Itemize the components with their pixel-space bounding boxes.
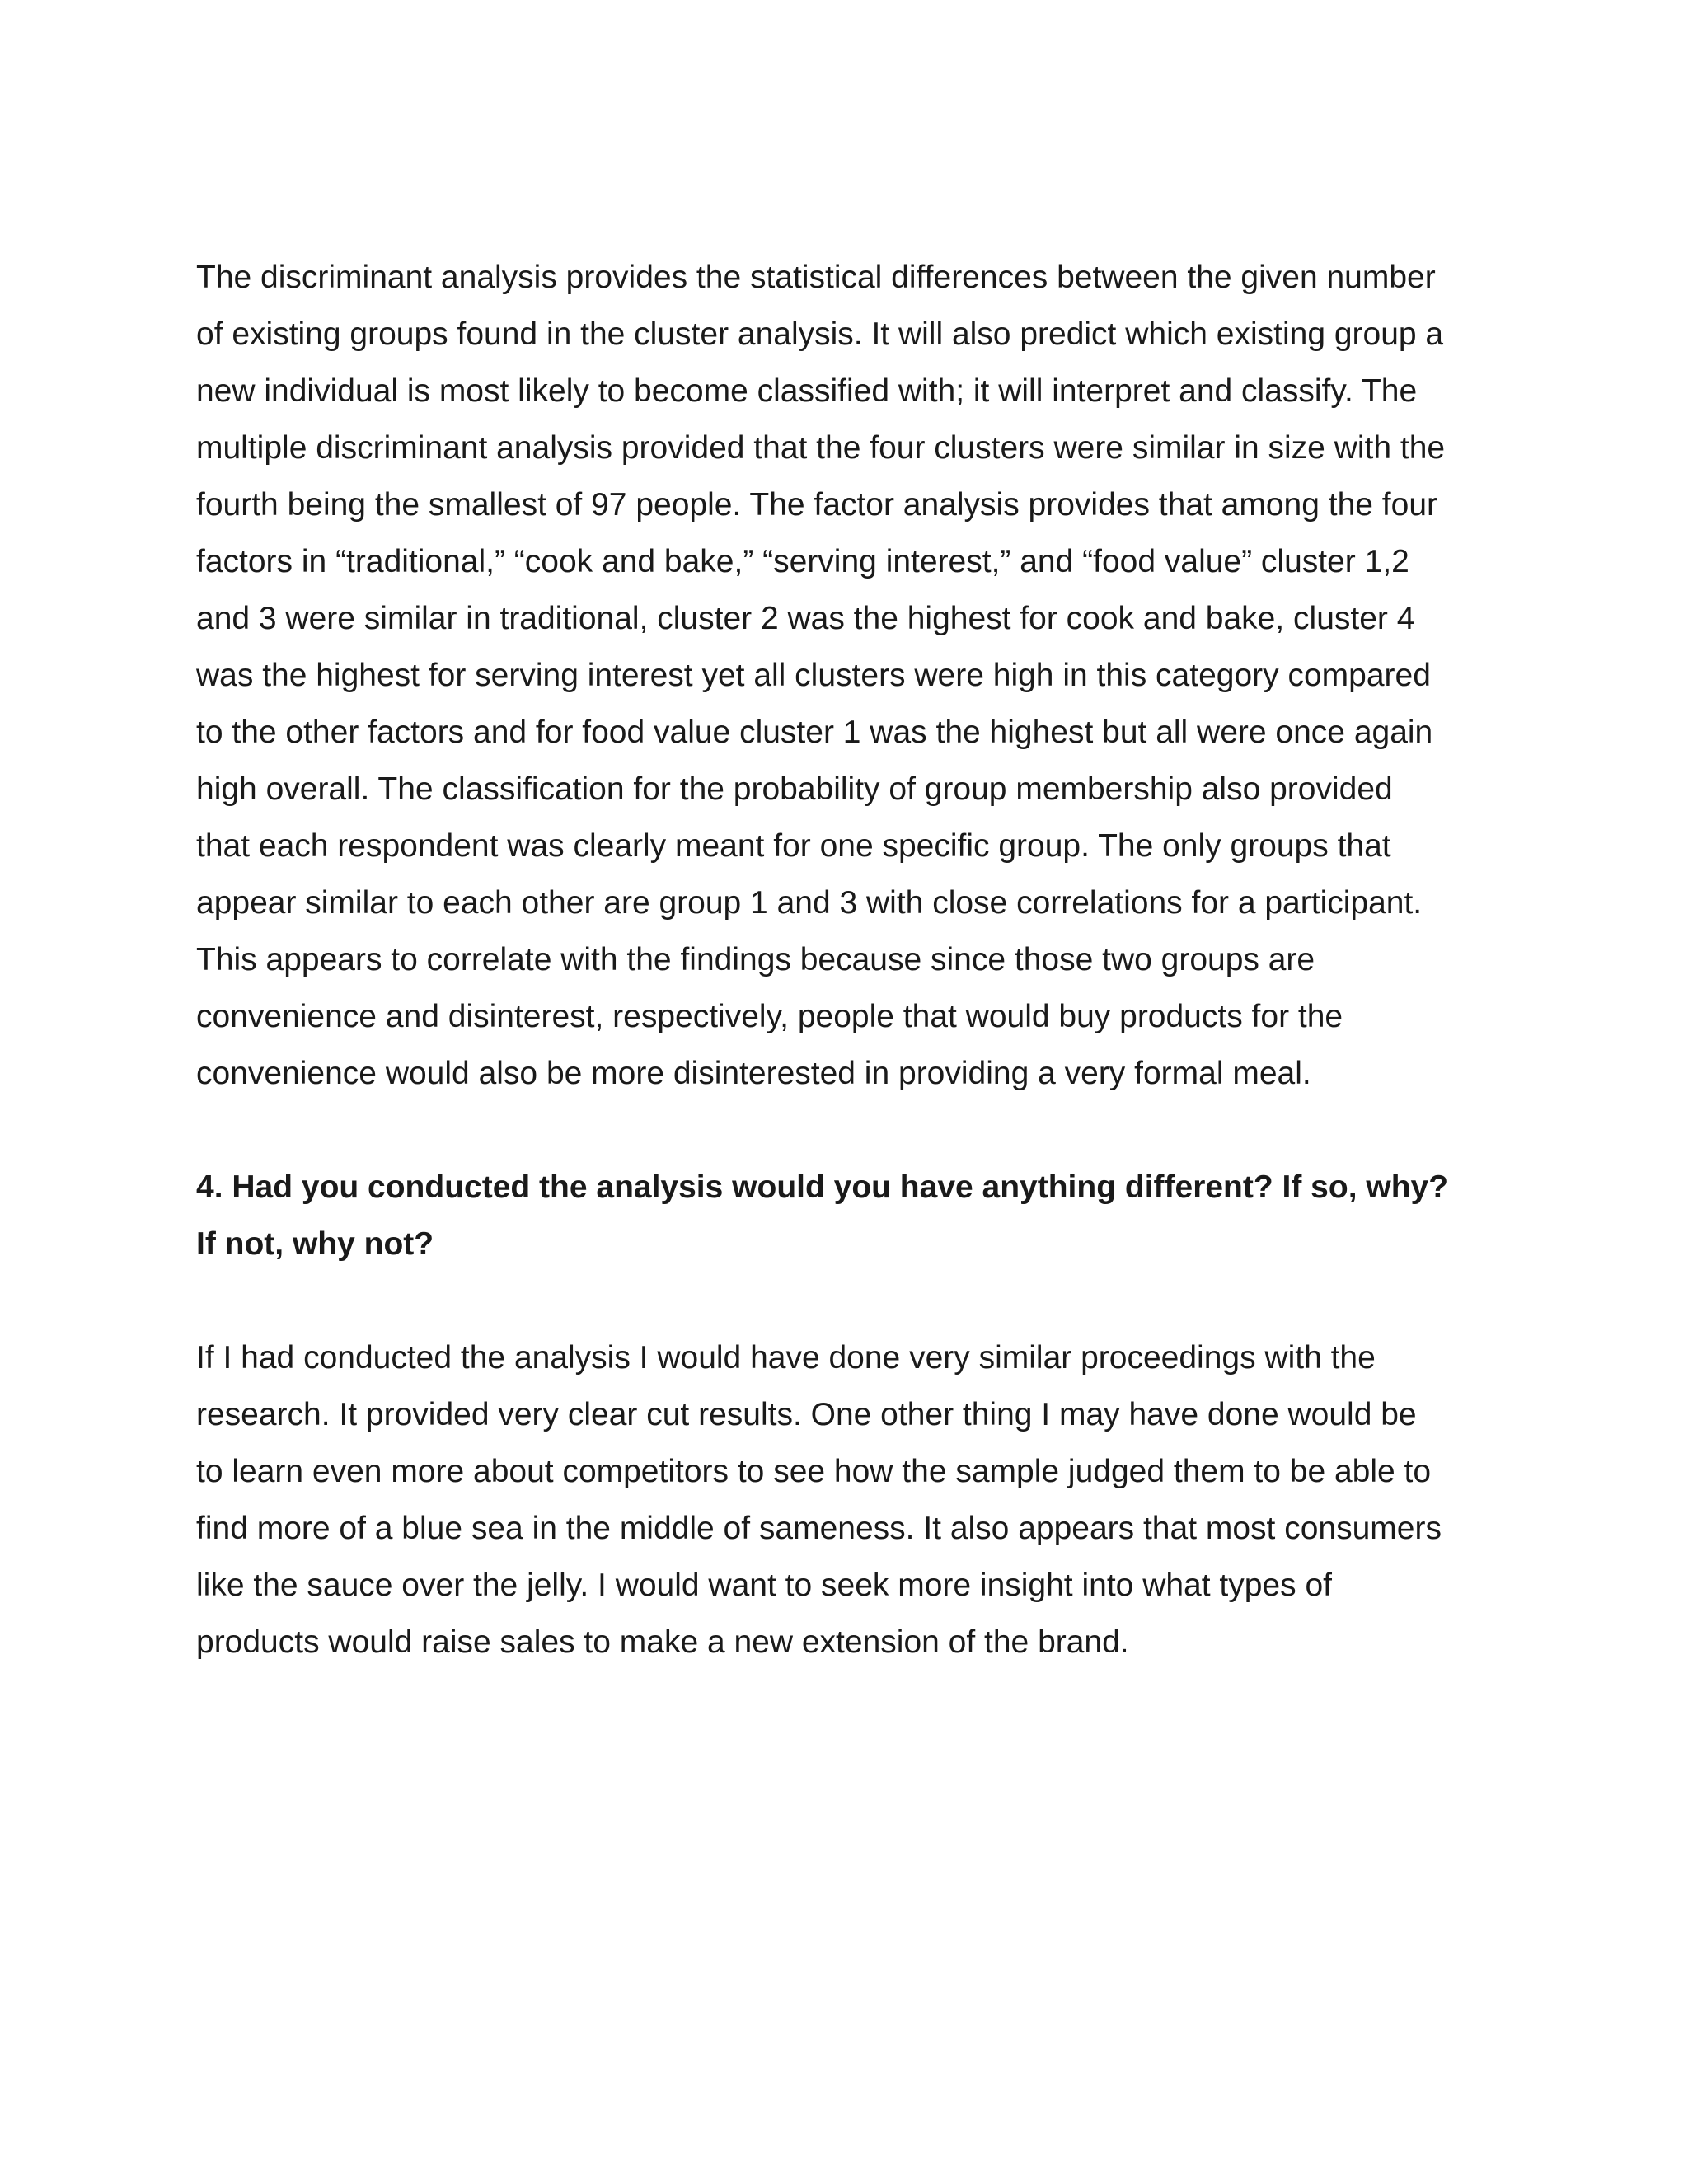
text-line: research. It provided very clear cut results. One other thing I may have done would be <box>196 1397 1417 1432</box>
question-line: 4. Had you conducted the analysis would you have anything different? If so, why? <box>196 1169 1449 1205</box>
text-line: find more of a blue sea in the middle of sameness. It also appears that most consumers <box>196 1511 1442 1546</box>
text-line: factors in “traditional,” “cook and bake,” “serving interest,” and “food value” cluster 1,2 <box>196 544 1409 579</box>
text-line: convenience would also be more disinterested in providing a very formal meal. <box>196 1056 1311 1091</box>
document-page <box>196 249 1498 1671</box>
text-line: products would raise sales to make a new extension of the brand. <box>196 1624 1129 1660</box>
text-line: fourth being the smallest of 97 people. The factor analysis provides that among the four <box>196 487 1438 523</box>
text-line: high overall. The classification for the probability of group membership also provided <box>196 771 1393 807</box>
paragraph-discriminant-analysis <box>196 249 1498 1102</box>
text-line: that each respondent was clearly meant for one specific group. The only groups that <box>196 828 1391 864</box>
text-line: of existing groups found in the cluster analysis. It will also predict which existing group a <box>196 316 1444 352</box>
text-line: If I had conducted the analysis I would have done very similar proceedings with the <box>196 1340 1376 1376</box>
text-line: multiple discriminant analysis provided that the four clusters were similar in size with the <box>196 430 1446 466</box>
text-line: to the other factors and for food value cluster 1 was the highest but all were once again <box>196 715 1433 750</box>
text-line: The discriminant analysis provides the statistical differences between the given number <box>196 260 1436 295</box>
text-line: new individual is most likely to become classified with; it will interpret and classify. The <box>196 373 1418 409</box>
text-line: This appears to correlate with the findings because since those two groups are <box>196 942 1315 977</box>
text-line: and 3 were similar in traditional, cluster 2 was the highest for cook and bake, cluster 4 <box>196 601 1415 636</box>
text-line: appear similar to each other are group 1 and 3 with close correlations for a participant. <box>196 885 1423 921</box>
text-line: to learn even more about competitors to see how the sample judged them to be able to <box>196 1454 1432 1489</box>
answer-paragraph <box>196 1329 1498 1671</box>
text-line: convenience and disinterest, respectively, people that would buy products for the <box>196 999 1343 1034</box>
question-heading <box>196 1159 1498 1272</box>
text-line: like the sauce over the jelly. I would want to seek more insight into what types of <box>196 1568 1332 1603</box>
text-line: was the highest for serving interest yet all clusters were high in this category compared <box>196 658 1431 693</box>
question-line: If not, why not? <box>196 1226 434 1262</box>
